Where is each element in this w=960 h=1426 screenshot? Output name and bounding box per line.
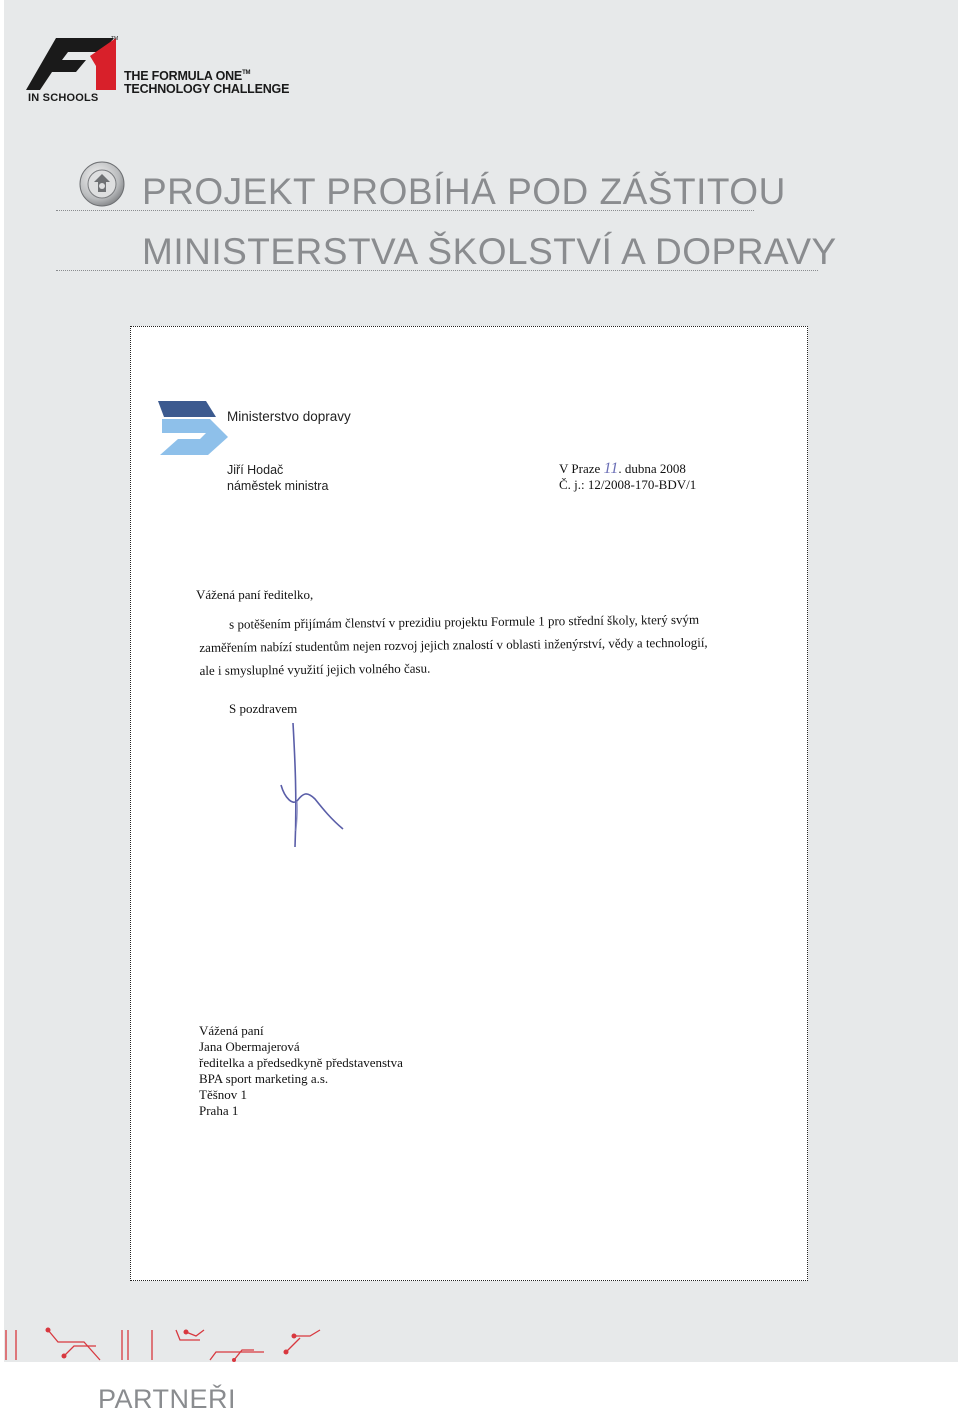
ministry-letter <box>130 326 808 1281</box>
reference-number: Č. j.: 12/2008-170-BDV/1 <box>559 477 697 492</box>
heading-underline-2 <box>56 270 818 271</box>
ministry-of-transport-logo <box>156 399 236 459</box>
date-rest: . dubna 2008 <box>618 461 686 476</box>
addressee-line: ředitelka a předsedkyně představenstva <box>199 1055 403 1070</box>
ministry-name: Ministerstvo dopravy <box>227 409 351 424</box>
heading-line-2: MINISTERSTVA ŠKOLSTVÍ A DOPRAVY <box>142 231 837 272</box>
heading-line-1: PROJEKT PROBÍHÁ POD ZÁŠTITOU <box>142 171 786 212</box>
letter-closing: S pozdravem <box>229 701 298 716</box>
sender-title: náměstek ministra <box>227 479 329 493</box>
addressee-line: Jana Obermajerová <box>199 1039 300 1054</box>
partners-title: PARTNEŘI <box>98 1384 237 1414</box>
addressee-line: Těšnov 1 <box>199 1087 248 1102</box>
letter-body <box>199 607 760 682</box>
place-date-block <box>559 461 696 493</box>
f1-title-tm: TM <box>242 70 251 76</box>
handwritten-day: 11 <box>603 460 619 477</box>
place-date <box>559 461 696 477</box>
heading-underline-1 <box>56 210 754 211</box>
f1-title-line2: TECHNOLOGY CHALLENGE <box>124 82 290 96</box>
trademark-mark: TM <box>111 36 119 42</box>
addressee-block <box>199 1023 403 1119</box>
sender-block <box>227 462 328 494</box>
in-schools-label: IN SCHOOLS <box>28 92 99 104</box>
handwritten-signature <box>271 719 351 851</box>
addressee-line: Vážená paní <box>199 1023 264 1038</box>
ministry-emblem-icon <box>78 160 126 208</box>
letter-salutation: Vážená paní ředitelko, <box>196 587 314 602</box>
addressee-line: BPA sport marketing a.s. <box>199 1071 329 1086</box>
f1-challenge-title <box>124 67 289 96</box>
circuit-decoration <box>4 1326 324 1362</box>
body-line-1: s potěšením přijímám členství v prezidiu projektu Formule 1 pro střední školy, který svým <box>229 611 700 632</box>
body-line-3: ale i smysluplné využití jejich volného času. <box>199 660 431 678</box>
sender-name: Jiří Hodač <box>227 463 284 477</box>
place-prefix: V Praze <box>559 461 604 476</box>
addressee-line: Praha 1 <box>199 1103 239 1118</box>
f1-title-line1: THE FORMULA ONE <box>124 69 243 83</box>
body-line-2: zaměřením nabízí studentům nejen rozvoj jejich znalostí v oblasti inženýrství, vědy a technologií, <box>199 634 708 655</box>
